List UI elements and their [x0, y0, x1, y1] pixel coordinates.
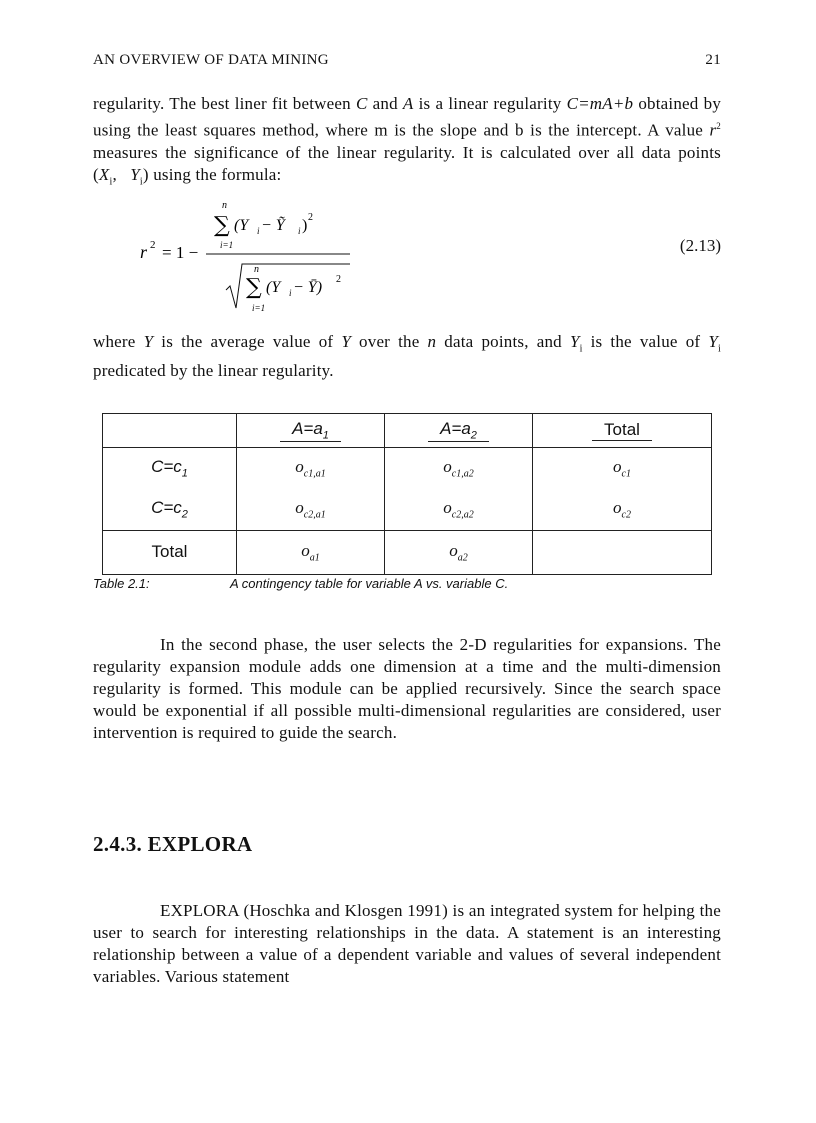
- table-total-row: [103, 530, 712, 574]
- table-header-cell: $A=a_2$: [385, 414, 533, 448]
- eq-num-minus: − Ỹ: [261, 217, 285, 234]
- section-heading: 2.4.3. EXPLORA: [93, 832, 253, 856]
- table-cell: $o_{c2,a1}$: [237, 489, 385, 531]
- table-corner-cell: [103, 414, 237, 448]
- eq-num-close: ): [302, 217, 308, 234]
- row-label: $C=c_1$: [103, 447, 237, 489]
- paragraph-regularity: regularity. The best liner fit between C and A is a linear regularity C=mA+b obtained by using the least squares method, where m is the slope and b is the intercept. A value $r^2$ measures the significance of the linear regularity. It is calculated over all data points ($X_i$, $Y_i$) using the formula:: [93, 94, 722, 188]
- table-cell: $o_{c1}$: [533, 447, 712, 489]
- eq-num-exp: 2: [308, 212, 313, 223]
- sum-icon: ∑: [214, 213, 230, 238]
- paragraph-where: where Y is the average value of Y over the n data points, and $Y_i$ is the value of $Y_i$ predicated by the linear regularity.: [93, 332, 721, 381]
- table-header-row: [103, 414, 712, 448]
- eq-num-sub: i: [257, 226, 260, 236]
- eq-den-sum-bottom: i=1: [252, 303, 266, 313]
- eq-denominator: (Y: [266, 279, 281, 296]
- eq-sum-bottom: i=1: [220, 240, 234, 250]
- caption-label: Table 2.1:: [93, 576, 150, 591]
- eq-den-sum-top: n: [254, 264, 259, 275]
- caption-text: A contingency table for variable A vs. variable C.: [230, 576, 509, 591]
- equation-r-squared: [140, 198, 370, 318]
- running-header-title: AN OVERVIEW OF DATA MINING: [93, 52, 329, 68]
- table-header-cell: Total: [533, 414, 712, 448]
- eq-numerator: (Y: [234, 217, 249, 234]
- eq-den-sub: i: [289, 288, 292, 298]
- table-cell: $o_{a2}$: [385, 530, 533, 574]
- table-cell: [533, 530, 712, 574]
- row-label: Total: [103, 530, 237, 574]
- contingency-table: [102, 413, 712, 575]
- table-cell: $o_{c2,a2}$: [385, 489, 533, 531]
- table-row: [103, 447, 712, 489]
- table-header-cell: $A=a_1$: [237, 414, 385, 448]
- eq-den-exp: 2: [336, 274, 341, 285]
- table-cell: $o_{a1}$: [237, 530, 385, 574]
- eq-lhs-exp: 2: [150, 239, 156, 251]
- table-cell: $o_{c2}$: [533, 489, 712, 531]
- table-cell: $o_{c1,a1}$: [237, 447, 385, 489]
- eq-den-minus: − Ȳ): [293, 279, 323, 296]
- paragraph-second-phase: In the second phase, the user selects the 2-D regularities for expansions. The regularity expansion module adds one dimension at a time and the multi-dimension regularity is formed. This module can be applied recursively. Since the search space would be exponential if all possible multi-dimensional regularities are considered, user intervention is required to guide the search.: [93, 635, 721, 742]
- eq-lhs: r: [140, 242, 148, 262]
- table-cell: $o_{c1,a2}$: [385, 447, 533, 489]
- page-number: 21: [705, 52, 721, 68]
- eq-sum-top: n: [222, 200, 227, 211]
- den-sum-icon: ∑: [246, 275, 262, 300]
- eq-num-sub2: i: [298, 226, 301, 236]
- sqrt-icon: [226, 264, 350, 308]
- table-row: [103, 489, 712, 531]
- eq-equals: = 1 −: [162, 243, 199, 262]
- equation-number: (2.13): [679, 236, 721, 255]
- row-label: $C=c_2$: [103, 489, 237, 531]
- equation-graphic: [140, 198, 380, 318]
- paragraph-explora: EXPLORA (Hoschka and Klosgen 1991) is an integrated system for helping the user to search for interesting relationships in the data. A statement is an interesting relationship between a value of a dependent variable and values of several independent variables. Various statement: [93, 901, 721, 986]
